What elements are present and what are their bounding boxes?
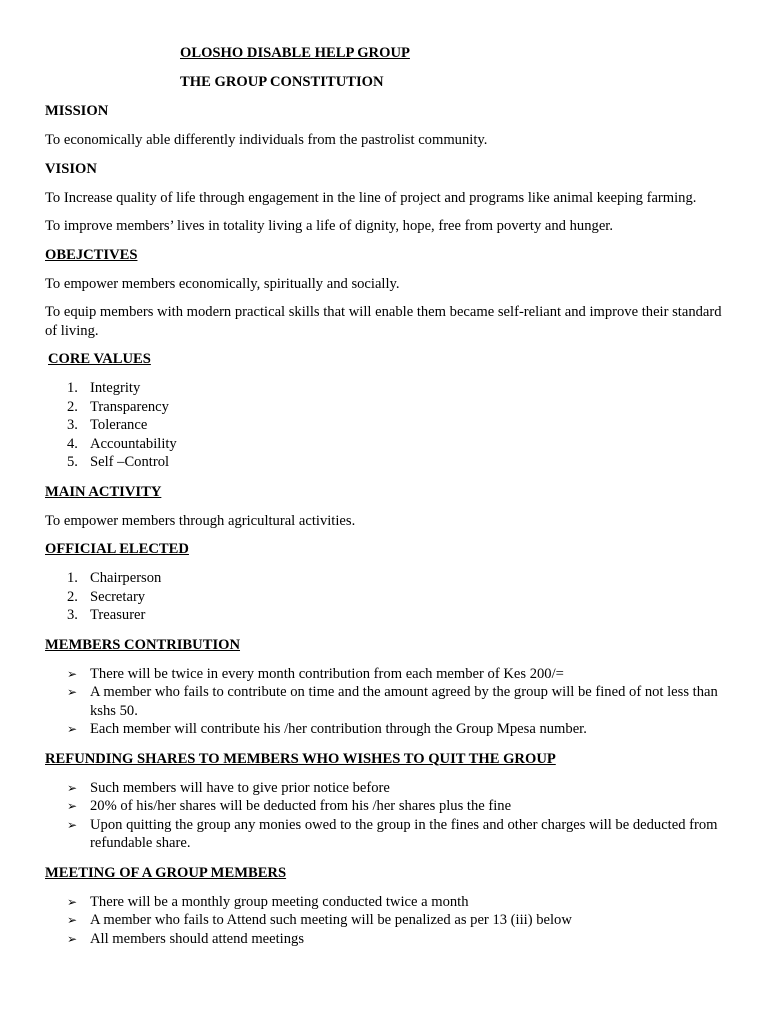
list-number: 5. — [67, 454, 78, 470]
objectives-paragraph: To equip members with modern practical skills that will enable them became self-reliant and improve their standard of living. — [45, 304, 722, 339]
list-item-text: There will be twice in every month contribution from each member of Kes 200/= — [90, 665, 564, 682]
list-item — [45, 416, 735, 435]
list-item-text: Each member will contribute his /her contribution through the Group Mpesa number. — [90, 721, 587, 737]
objectives-heading: OBEJCTIVES — [45, 246, 138, 263]
list-item — [45, 816, 735, 853]
list-item-text: There will be a monthly group meeting conducted twice a month — [90, 893, 469, 910]
vision-heading: VISION — [45, 160, 97, 177]
arrow-bullet-icon: ➢ — [67, 894, 78, 909]
contribution-heading: MEMBERS CONTRIBUTION — [45, 636, 241, 653]
arrow-bullet-icon: ➢ — [67, 799, 78, 813]
list-item-text: A member who fails to Attend such meeting will be penalized as per 13 (iii) below — [90, 912, 572, 928]
list-number: 3. — [67, 417, 78, 433]
meeting-heading: MEETING OF A GROUP MEMBERS — [45, 864, 287, 881]
list-item — [45, 720, 735, 739]
document-subtitle: THE GROUP CONSTITUTION — [180, 74, 384, 90]
list-number: 2. — [67, 588, 78, 605]
list-item-text: Treasurer — [90, 607, 146, 623]
list-number: 2. — [67, 398, 78, 415]
list-item-text: All members should attend meetings — [90, 930, 305, 947]
list-item — [45, 398, 735, 417]
list-item-text: Secretary — [90, 588, 146, 605]
core-values-list — [45, 379, 735, 472]
list-item — [45, 569, 735, 588]
list-item — [45, 893, 735, 912]
list-item — [45, 379, 735, 398]
main-activity-heading: MAIN ACTIVITY — [45, 483, 162, 500]
list-item-text: Such members will have to give prior notice before — [90, 779, 390, 796]
list-item — [45, 665, 735, 684]
list-item-text: Upon quitting the group any monies owed to the group in the fines and other charges will be deducted from refundable share. — [90, 816, 718, 851]
list-number: 4. — [67, 435, 78, 452]
arrow-bullet-icon: ➢ — [67, 722, 78, 736]
list-item-text: Tolerance — [90, 417, 148, 433]
arrow-bullet-icon: ➢ — [67, 931, 78, 946]
list-item-text: Chairperson — [90, 570, 162, 586]
list-item-text: Self –Control — [90, 454, 170, 470]
refunding-list — [45, 779, 735, 853]
core-values-heading: CORE VALUES — [48, 351, 151, 367]
refunding-heading: REFUNDING SHARES TO MEMBERS WHO WISHES TO QUIT THE GROUP — [45, 750, 556, 767]
arrow-bullet-icon: ➢ — [67, 913, 78, 927]
list-item-text: Integrity — [90, 380, 141, 396]
list-item — [45, 683, 735, 720]
arrow-bullet-icon: ➢ — [67, 817, 78, 832]
arrow-bullet-icon: ➢ — [67, 666, 78, 681]
meeting-list — [45, 893, 735, 949]
list-item — [45, 435, 735, 454]
list-item-text: Accountability — [90, 435, 177, 452]
officials-list — [45, 569, 735, 625]
list-item-text: Transparency — [90, 398, 169, 415]
list-item — [45, 588, 735, 607]
arrow-bullet-icon: ➢ — [67, 685, 78, 699]
mission-heading: MISSION — [45, 103, 109, 119]
contribution-list — [45, 665, 735, 739]
list-item — [45, 930, 735, 949]
mission-text: To economically able differently individuals from the pastrolist community. — [45, 132, 488, 148]
list-item-text: A member who fails to contribute on time and the amount agreed by the group will be fined of not less than kshs 50. — [90, 684, 718, 719]
list-number: 1. — [67, 380, 78, 396]
vision-paragraph: To Increase quality of life through engagement in the line of project and programs like animal keeping farming. — [45, 189, 697, 206]
list-item — [45, 797, 735, 816]
objectives-paragraph: To empower members economically, spiritually and socially. — [45, 275, 400, 292]
list-item-text: 20% of his/her shares will be deducted from his /her shares plus the fine — [90, 798, 512, 814]
list-item — [45, 779, 735, 798]
list-item — [45, 911, 735, 930]
main-activity-text: To empower members through agricultural activities. — [45, 512, 356, 529]
vision-paragraph: To improve members’ lives in totality living a life of dignity, hope, free from poverty and hunger. — [45, 218, 613, 234]
list-number: 1. — [67, 570, 78, 586]
officials-heading: OFFICIAL ELECTED — [45, 541, 189, 557]
document-page — [45, 44, 735, 959]
list-item — [45, 453, 735, 472]
list-number: 3. — [67, 607, 78, 623]
arrow-bullet-icon: ➢ — [67, 780, 78, 795]
list-item — [45, 606, 735, 625]
document-title: OLOSHO DISABLE HELP GROUP — [180, 45, 410, 61]
